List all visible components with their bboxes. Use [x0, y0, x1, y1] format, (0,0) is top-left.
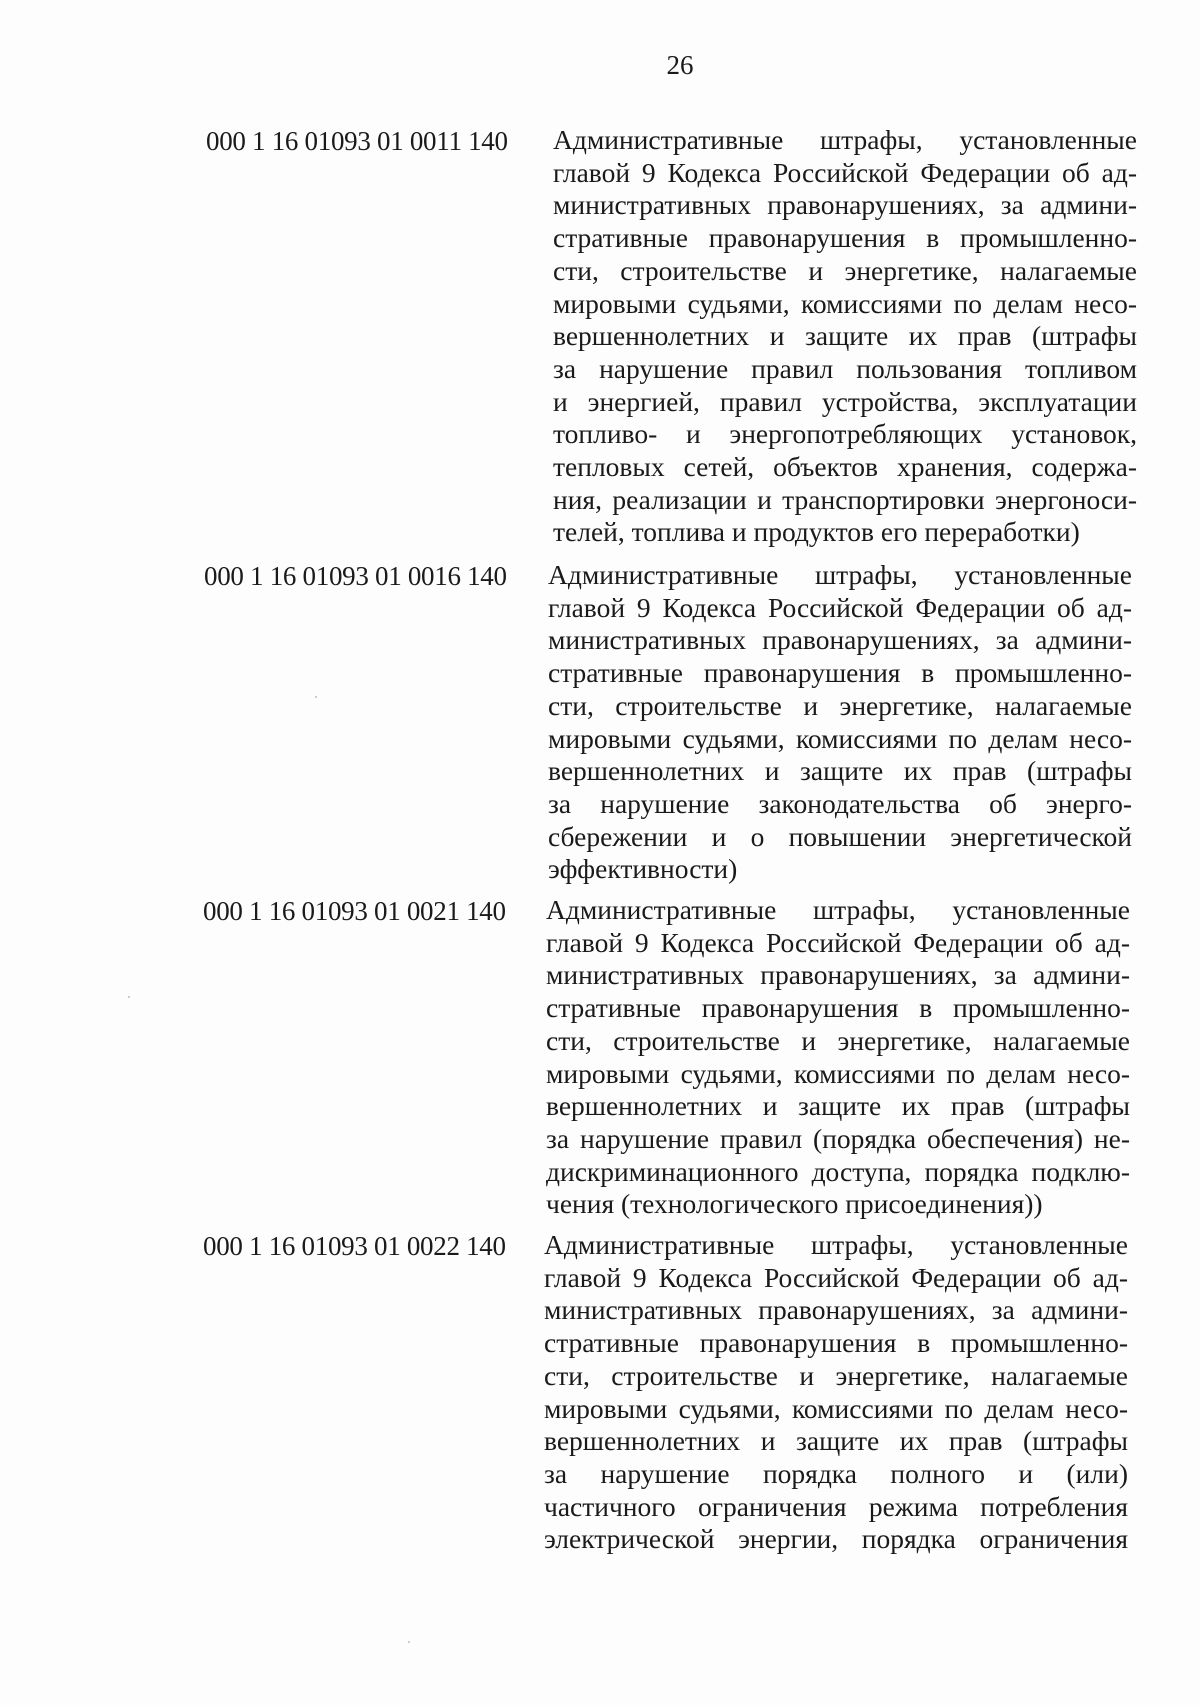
- description-line: вершеннолетних и защите их прав (штрафы: [548, 755, 1132, 787]
- description-line: Административные штрафы, установленные: [553, 124, 1137, 155]
- scan-speck: [315, 696, 317, 698]
- description-line: за нарушение законодательства об энерго-: [548, 787, 1132, 819]
- description-line: сти, строительстве и энергетике, налагаемые: [553, 254, 1137, 286]
- description-line: вершеннолетних и защите их прав (штрафы: [544, 1425, 1128, 1457]
- description-line: мировыми судьями, комиссиями по делам несо-: [544, 1392, 1128, 1424]
- description-line: сти, строительстве и энергетике, налагаемые: [548, 689, 1132, 721]
- description-line: сти, строительстве и энергетике, налагаемые: [546, 1024, 1130, 1056]
- description-line: сти, строительстве и энергетике, налагаемые: [544, 1359, 1128, 1391]
- description-line: министративных правонарушениях, за админи-: [553, 189, 1137, 221]
- budget-classification-code: 000 1 16 01093 01 0021 140: [203, 896, 506, 926]
- budget-classification-code: 000 1 16 01093 01 0022 140: [203, 1231, 506, 1261]
- description-line: эффективности): [548, 853, 738, 885]
- description-line: мировыми судьями, комиссиями по делам несо-: [546, 1057, 1130, 1089]
- description-line: телей, топлива и продуктов его переработки): [553, 516, 1080, 548]
- description-line: стративные правонарушения в промышленно-: [544, 1327, 1128, 1359]
- description-line: главой 9 Кодекса Российской Федерации об ад-: [553, 156, 1137, 188]
- description-line: и энергией, правил устройства, эксплуатации: [553, 385, 1137, 417]
- description-line: мировыми судьями, комиссиями по делам несо-: [548, 722, 1132, 754]
- scan-speck: [128, 996, 130, 998]
- description-line: стративные правонарушения в промышленно-: [553, 222, 1137, 254]
- description-line: ния, реализации и транспортировки энергоноси-: [553, 483, 1137, 515]
- description-line: чения (технологического присоединения)): [546, 1188, 1043, 1220]
- budget-classification-code: 000 1 16 01093 01 0016 140: [204, 561, 507, 591]
- description-line: дискриминационного доступа, порядка подклю-: [546, 1155, 1130, 1187]
- description-line: стративные правонарушения в промышленно-: [548, 657, 1132, 689]
- description-line: вершеннолетних и защите их прав (штрафы: [546, 1090, 1130, 1122]
- description-line: Административные штрафы, установленные: [544, 1229, 1128, 1260]
- description-line: Административные штрафы, установленные: [548, 559, 1132, 590]
- description-line: частичного ограничения режима потребления: [544, 1490, 1128, 1522]
- description-line: вершеннолетних и защите их прав (штрафы: [553, 320, 1137, 352]
- entry-description: [553, 124, 1137, 549]
- description-line: сбережении и о повышении энергетической: [548, 820, 1132, 852]
- description-line: главой 9 Кодекса Российской Федерации об ад-: [546, 926, 1130, 958]
- budget-classification-code: 000 1 16 01093 01 0011 140: [206, 126, 508, 156]
- description-line: мировыми судьями, комиссиями по делам несо-: [553, 287, 1137, 319]
- description-line: министративных правонарушениях, за админи-: [546, 959, 1130, 991]
- description-line: за нарушение порядка полного и (или): [544, 1457, 1128, 1489]
- page-number: 26: [666, 50, 694, 80]
- description-line: главой 9 Кодекса Российской Федерации об ад-: [544, 1261, 1128, 1293]
- description-line: тепловых сетей, объектов хранения, содержа-: [553, 451, 1137, 483]
- description-line: топливо- и энергопотребляющих установок,: [553, 418, 1137, 450]
- entry-description: [546, 894, 1130, 1221]
- description-line: стративные правонарушения в промышленно-: [546, 992, 1130, 1024]
- description-line: главой 9 Кодекса Российской Федерации об ад-: [548, 591, 1132, 623]
- description-line: министративных правонарушениях, за админи-: [544, 1294, 1128, 1326]
- description-line: министративных правонарушениях, за админи-: [548, 624, 1132, 656]
- entry-description: [548, 559, 1132, 886]
- description-line: Административные штрафы, установленные: [546, 894, 1130, 925]
- scan-speck: [408, 1641, 410, 1643]
- description-line: за нарушение правил (порядка обеспечения) не-: [546, 1122, 1130, 1154]
- description-line: за нарушение правил пользования топливом: [553, 352, 1137, 384]
- entry-description: [544, 1229, 1128, 1556]
- description-line: электрической энергии, порядка ограничения: [544, 1523, 1128, 1555]
